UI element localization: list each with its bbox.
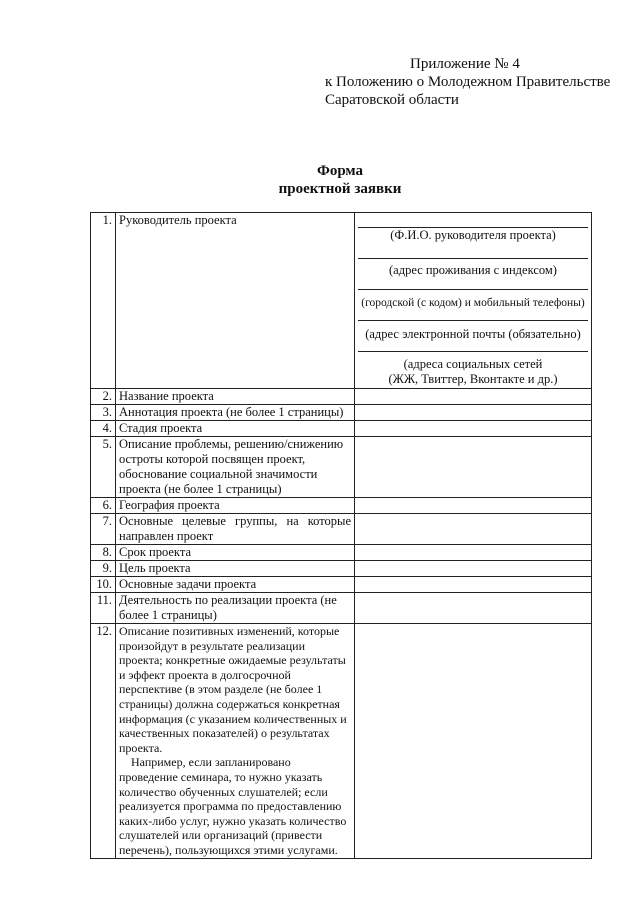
form-title — [90, 162, 590, 198]
row-label: География проекта — [116, 498, 355, 514]
appendix-number: Приложение № 4 — [410, 56, 520, 72]
row-value[interactable] — [355, 514, 592, 545]
leader-field-fio-caption: (Ф.И.О. руководителя проекта) — [390, 228, 556, 242]
appendix-region: Саратовской области — [325, 92, 459, 108]
row-number: 12. — [91, 624, 116, 859]
table-row — [91, 545, 592, 561]
row-number: 5. — [91, 437, 116, 498]
row-label: Цель проекта — [116, 561, 355, 577]
row-label: Основные целевые группы, на которые направлен проект — [116, 514, 355, 545]
row-label: Деятельность по реализации проекта (не более 1 страницы) — [116, 593, 355, 624]
row-label: Стадия проекта — [116, 421, 355, 437]
row-number: 10. — [91, 577, 116, 593]
row-number: 2. — [91, 389, 116, 405]
row-number: 8. — [91, 545, 116, 561]
row-value[interactable] — [355, 624, 592, 859]
leader-field-address-caption: (адрес проживания с индексом) — [389, 263, 557, 277]
row-label: Название проекта — [116, 389, 355, 405]
table-row — [91, 498, 592, 514]
leader-blank-top — [358, 213, 588, 228]
form-title-line1: Форма — [316, 163, 364, 179]
application-form-table — [90, 212, 592, 859]
table-row — [91, 213, 592, 389]
table-row — [91, 437, 592, 498]
leader-field-phones[interactable] — [358, 290, 588, 321]
form-title-line2: проектной заявки — [278, 181, 402, 197]
table-row — [91, 577, 592, 593]
row-value[interactable] — [355, 561, 592, 577]
table-row — [91, 593, 592, 624]
leader-field-social-caption1: (адреса социальных сетей — [403, 357, 543, 371]
row-label: Аннотация проекта (не более 1 страницы) — [116, 405, 355, 421]
row-value[interactable] — [355, 405, 592, 421]
table-row — [91, 514, 592, 545]
appendix-regulation: к Положению о Молодежном Правительстве — [325, 74, 611, 90]
row-label: Срок проекта — [116, 545, 355, 561]
row-number: 9. — [91, 561, 116, 577]
row-value[interactable] — [355, 421, 592, 437]
row-value[interactable] — [355, 498, 592, 514]
leader-field-fio[interactable] — [358, 228, 588, 259]
table-row — [91, 405, 592, 421]
row-label: Описание позитивных изменений, которые произойдут в результате реализации проекта; конкретные ожидаемые результаты и эффект проекта в долгосрочной перспективе (в этом разделе (не более 1 страницы) должна содержаться конкретная информация (с указанием количественных и качественных показателей) о результатах проекта. — [119, 624, 347, 755]
row-label-block — [116, 624, 355, 859]
row-number: 1. — [91, 213, 116, 389]
leader-field-email-caption: (адрес электронной почты (обязательно) — [365, 327, 581, 341]
table-row — [91, 624, 592, 859]
row-number: 11. — [91, 593, 116, 624]
row-label: Руководитель проекта — [116, 213, 355, 389]
row-value[interactable] — [355, 593, 592, 624]
leader-field-phones-caption: (городской (с кодом) и мобильный телефоны) — [361, 297, 585, 309]
row-label: Основные задачи проекта — [116, 577, 355, 593]
row-label-example: Например, если запланировано проведение семинара, то нужно указать количество обученных слушателей; если реализуется программа по предоставлению каких-либо услуг, нужно указать количество слушателей или организаций (привести перечень), пользующихся этими услугами. — [119, 755, 347, 857]
leader-field-social-caption2: (ЖЖ, Твиттер, Вконтакте и др.) — [388, 372, 558, 386]
row-value[interactable] — [355, 389, 592, 405]
leader-fields-cell — [355, 213, 592, 389]
row-value[interactable] — [355, 545, 592, 561]
row-label: Описание проблемы, решению/снижению остроты которой посвящен проект, обоснование социальной значимости проекта (не более 1 страницы) — [116, 437, 355, 498]
leader-field-email[interactable] — [358, 321, 588, 352]
row-number: 6. — [91, 498, 116, 514]
row-value[interactable] — [355, 577, 592, 593]
row-number: 4. — [91, 421, 116, 437]
table-row — [91, 561, 592, 577]
row-number: 3. — [91, 405, 116, 421]
row-number: 7. — [91, 514, 116, 545]
appendix-header — [325, 55, 625, 109]
row-value[interactable] — [355, 437, 592, 498]
table-row — [91, 389, 592, 405]
leader-field-social[interactable] — [358, 352, 588, 388]
leader-field-address[interactable] — [358, 259, 588, 290]
table-row — [91, 421, 592, 437]
